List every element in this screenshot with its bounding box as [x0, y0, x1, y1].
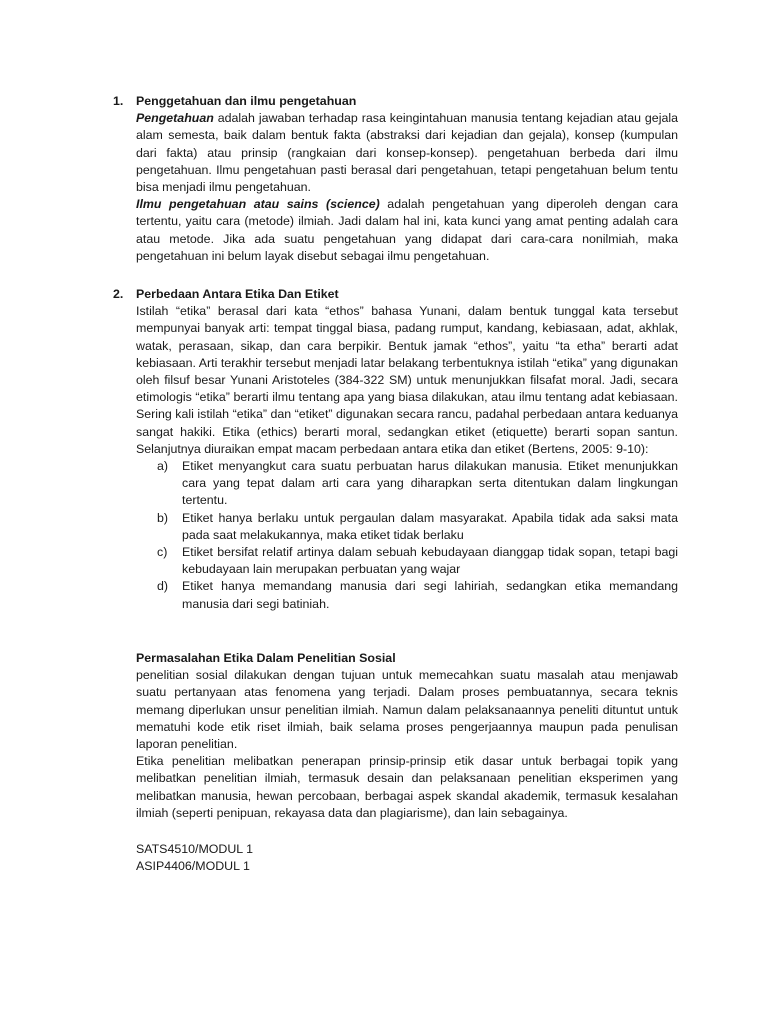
list-item-text: Etiket hanya berlaku untuk pergaulan dalam masyarakat. Apabila tidak ada saksi mata pada saat melakukannya, maka etiket tidak berlaku — [182, 510, 678, 542]
list-item — [136, 458, 678, 510]
paragraph-text: adalah jawaban terhadap rasa keingintahuan manusia tentang kejadian atau gejala alam semesta, baik dalam bentuk fakta (abstraksi dari kejadian dan gejala), konsep (kumpulan dari fakta) atau prinsip (rangkaian dari konsep-konsep). pengetahuan berbeda dari ilmu pengetahuan. Ilmu pengetahuan pasti berasal dari pengetahuan, tetapi pengetahuan belum tentu bisa menjadi ilmu pengetahuan. — [136, 111, 678, 195]
list-item — [136, 544, 678, 578]
list-item-text: Etiket hanya memandang manusia dari segi lahiriah, sedangkan etika memandang manusia dari segi batiniah. — [182, 579, 678, 611]
paragraph-text: adalah pengetahuan yang diperoleh dengan cara tertentu, yaitu cara (metode) ilmiah. Jadi dalam hal ini, kata kunci yang amat penting adalah cara atau metode. Jika ada suatu pengetahuan yang didapat dari cara-cara nonilmiah, maka pengetahuan ini belum layak disebut sebagai ilmu pengetahuan. — [136, 197, 678, 263]
section-heading: Permasalahan Etika Dalam Penelitian Sosial — [136, 651, 396, 665]
paragraph-ilmu-pengetahuan — [136, 196, 678, 265]
paragraph-etika-penelitian: Etika penelitian melibatkan penerapan prinsip-prinsip etik dasar untuk berbagai topik yang melibatkan penelitian ilmiah, termasuk desain dan pelaksanaan penelitian eksperimen yang melibatkan manusia, hewan percobaan, berbagai aspek skandal akademik, termasuk kesalahan ilmiah (seperti penipuan, rekayasa data dan plagiarisme), dan lain sebagainya. — [136, 754, 678, 820]
section-knowledge — [113, 93, 678, 265]
section-research-ethics — [136, 650, 678, 822]
list-item-text: Etiket bersifat relatif artinya dalam sebuah kebudayaan dianggap tidak sopan, tetapi bagi kebudayaan lain merupakan perbuatan yang wajar — [182, 545, 678, 577]
list-item — [136, 578, 678, 612]
list-item-text: Etiket menyangkut cara suatu perbuatan harus dilakukan manusia. Etiket menunjukkan cara yang tepat dalam arti cara yang diharapkan serta ditentukan dalam lingkungan tertentu. — [182, 459, 678, 508]
list-marker: c) — [157, 545, 168, 560]
module-code: SATS4510/MODUL 1 — [136, 842, 254, 856]
section-ethics-etiquette — [113, 286, 678, 613]
paragraph-pengetahuan — [136, 110, 678, 196]
section-number: 1. — [113, 94, 124, 108]
module-codes — [136, 841, 678, 875]
list-item — [136, 510, 678, 544]
differences-list — [136, 458, 678, 613]
section-number: 2. — [113, 287, 124, 301]
list-marker: d) — [157, 579, 169, 594]
list-marker: b) — [157, 510, 169, 525]
module-code: ASIP4406/MODUL 1 — [136, 859, 250, 874]
section-heading: Perbedaan Antara Etika Dan Etiket — [136, 287, 339, 301]
paragraph-penelitian-sosial: penelitian sosial dilakukan dengan tujuan untuk memecahkan suatu masalah atau menjawab suatu pertanyaan atas fenomena yang terjadi. Dalam proses pembuatannya, secara teknis memang diperlukan unsur penelitian ilmiah. Namun dalam pelaksanaannya peneliti dituntut untuk mematuhi kode etik riset ilmiah, baik selama proses pengerjaannya maupun pada penulisan laporan penelitian. — [136, 668, 678, 752]
term-pengetahuan: Pengetahuan — [136, 111, 214, 126]
paragraph-etika: Istilah “etika” berasal dari kata “ethos” bahasa Yunani, dalam bentuk tunggal kata tersebut mempunyai banyak arti: tempat tinggal biasa, padang rumput, kandang, kebiasaan, adat, akhlak, watak, perasaan, sikap, dan cara berpikir. Bentuk jamak “ethos”, yaitu “ta etha” berarti adat kebiasaan. Arti terakhir tersebut menjadi latar belakang terbentuknya istilah “etika” yang digunakan oleh filsuf besar Yunani Aristoteles (384-322 SM) untuk menunjukkan filsafat moral. Jadi, secara etimologis “etika” berarti ilmu tentang apa yang biasa dilakukan, atau ilmu tentang adat kebiasaan. Sering kali istilah “etika” dan “etiket” digunakan secara rancu, padahal perbedaan antara keduanya sangat hakiki. Etika (ethics) berarti moral, sedangkan etiket (etiquette) berarti sopan santun. Selanjutnya diuraikan empat macam perbedaan antara etika dan etiket (Bertens, 2005: 9-10): — [136, 304, 678, 456]
section-heading: Penggetahuan dan ilmu pengetahuan — [136, 94, 357, 108]
term-ilmu-pengetahuan: Ilmu pengetahuan atau sains (science) — [136, 197, 380, 212]
list-marker: a) — [157, 459, 169, 474]
